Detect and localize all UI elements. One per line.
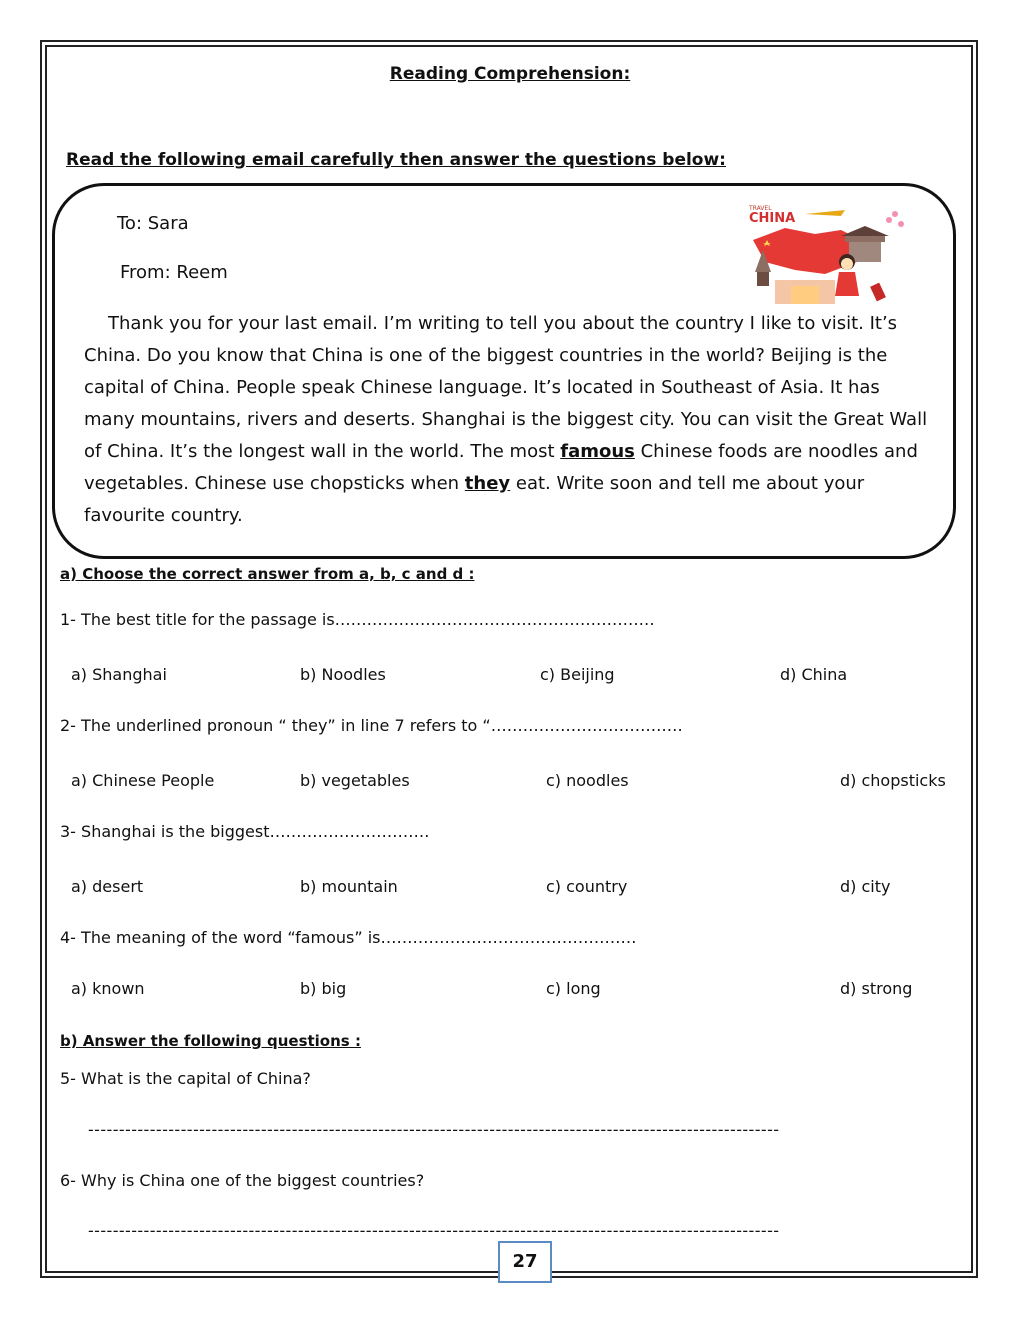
q2-option-b: b) vegetables: [300, 771, 410, 790]
q4-option-d: d) strong: [840, 979, 913, 998]
section-a-heading: a) Choose the correct answer from a, b, c and d :: [60, 565, 475, 583]
q3-option-b: b) mountain: [300, 877, 398, 896]
email-to: To: Sara: [117, 213, 189, 234]
email-body: [84, 308, 934, 532]
underlined-word-famous: famous: [560, 441, 635, 462]
china-travel-illustration: [745, 200, 907, 310]
email-body-part-1: Thank you for your last email. I’m writing to tell you about the country I like to visit. It’s China. Do you know that China is one of the biggest countries in the world? Beijing is the capital of China. People speak Chinese language. It’s located in Southeast of Asia. It has many mountains, rivers and deserts. Shanghai is the biggest city. You can visit the Great Wall of China. It’s the longest wall in the world. The most: [84, 313, 928, 462]
q1-option-a: a) Shanghai: [71, 665, 167, 684]
q2-option-c: c) noodles: [546, 771, 629, 790]
q3-option-d: d) city: [840, 877, 891, 896]
question-3: 3- Shanghai is the biggest…………………………: [60, 822, 430, 841]
email-body-part-2: Chinese foods are noodles and vegetables. Chinese use chopsticks when: [84, 441, 918, 494]
question-6: 6- Why is China one of the biggest countries?: [60, 1171, 425, 1190]
q4-option-c: c) long: [546, 979, 601, 998]
answer-line-6: ----------------------------------------------------------------------------------------------------------------: [88, 1221, 780, 1240]
illustration-sub-text: TRAVEL: [749, 205, 772, 212]
q2-option-a: a) Chinese People: [71, 771, 215, 790]
question-1: 1- The best title for the passage is……………………………………………………: [60, 610, 655, 629]
email-from: From: Reem: [120, 262, 228, 283]
q3-option-c: c) country: [546, 877, 628, 896]
q3-option-a: a) desert: [71, 877, 144, 896]
underlined-word-they: they: [464, 473, 511, 494]
q4-option-a: a) known: [71, 979, 145, 998]
q4-option-b: b) big: [300, 979, 347, 998]
q2-option-d: d) chopsticks: [840, 771, 946, 790]
answer-line-5: ----------------------------------------------------------------------------------------------------------------: [88, 1120, 780, 1139]
section-b-heading: b) Answer the following questions :: [60, 1032, 361, 1050]
email-body-part-3: eat. Write soon and tell me about your favourite country.: [84, 473, 865, 526]
illustration-title-text: CHINA: [749, 211, 796, 226]
page-title: Reading Comprehension:: [389, 64, 631, 84]
q1-option-b: b) Noodles: [300, 665, 386, 684]
question-2: 2- The underlined pronoun “ they” in line 7 refers to “………………………………: [60, 716, 683, 735]
question-4: 4- The meaning of the word “famous” is…………………………………………: [60, 928, 637, 947]
instruction: Read the following email carefully then answer the questions below:: [66, 150, 726, 170]
page-number: 27: [498, 1241, 552, 1283]
question-5: 5- What is the capital of China?: [60, 1069, 311, 1088]
q1-option-d: d) China: [780, 665, 848, 684]
q1-option-c: c) Beijing: [540, 665, 615, 684]
